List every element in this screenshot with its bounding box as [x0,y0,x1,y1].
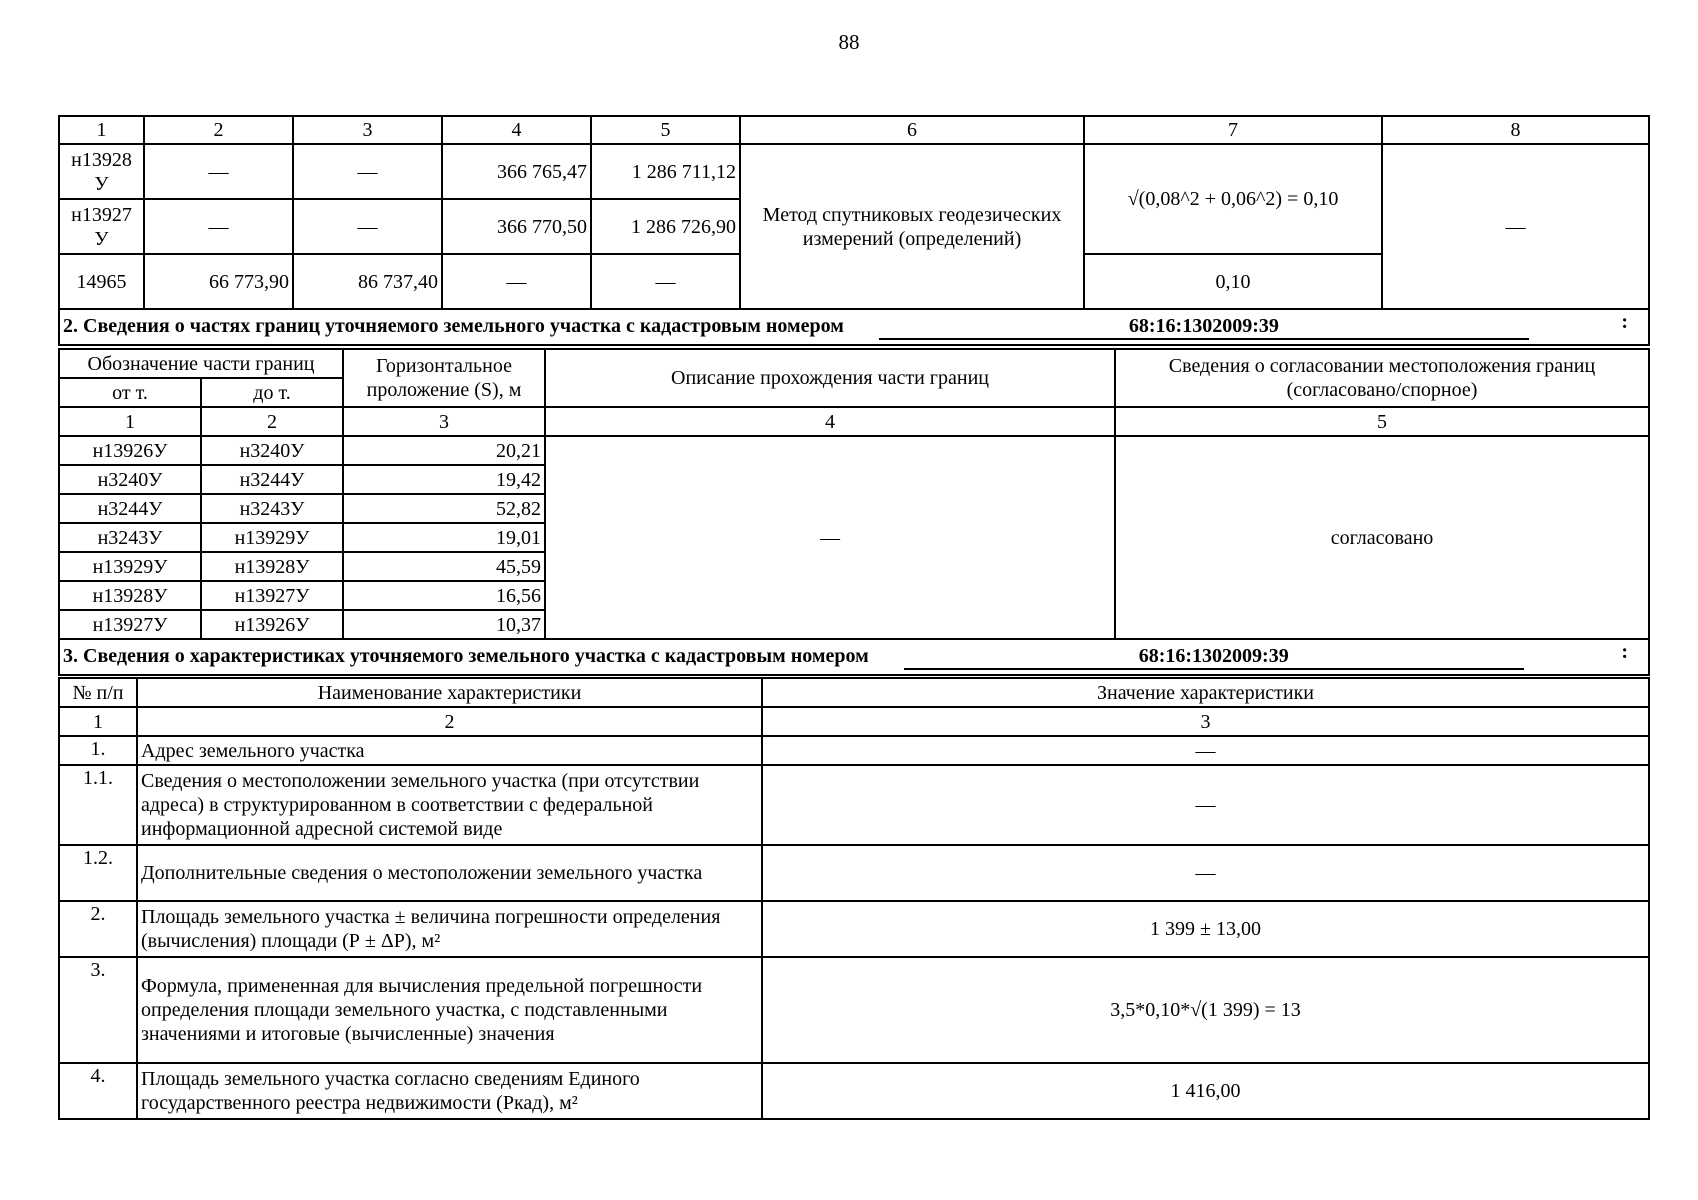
col-num: 6 [740,116,1084,144]
point-id: н13928 У [59,144,144,199]
distance: 19,01 [343,523,545,552]
cell: — [144,199,293,254]
table-row [59,1063,1649,1119]
desc-header: Описание прохождения части границ [545,349,1115,407]
characteristics-table [58,677,1650,1120]
col-num: 1 [59,407,201,436]
characteristic-value: — [762,845,1649,901]
to-point: н3240У [201,436,343,465]
table-row [59,901,1649,957]
row-num: 1.1. [59,765,137,845]
point-id: 14965 [59,254,144,309]
table-row [59,957,1649,1063]
method-cell: Метод спутниковых геодезических измерений (определений) [740,144,1084,309]
from-point: н13928У [59,581,201,610]
cell: — [293,144,442,199]
section2-title: 2. Сведения о частях границ уточняемого земельного участка с кадастровым номером [63,315,844,337]
coordinates-table [58,115,1650,346]
to-header: до т. [201,378,343,407]
boundary-header-row [59,349,1649,378]
section3-title: 3. Сведения о характеристиках уточняемого земельного участка с кадастровым номером [63,645,869,667]
distance: 45,59 [343,552,545,581]
from-point: н3243У [59,523,201,552]
characteristic-name: Дополнительные сведения о местоположении земельного участка [137,845,762,901]
col-num: 3 [293,116,442,144]
col-num: 5 [591,116,740,144]
col-num: 2 [144,116,293,144]
characteristic-value: 1 399 ± 13,00 [762,901,1649,957]
agree-header: Сведения о согласовании местоположения границ (согласовано/спорное) [1115,349,1649,407]
cell: — [293,199,442,254]
col-num: 7 [1084,116,1382,144]
s-header: Горизонтальное проложение (S), м [343,349,545,407]
value-header: Значение характеристики [762,678,1649,707]
agree-cell: согласовано [1115,436,1649,639]
characteristic-name: Формула, примененная для вычисления предельной погрешности определения площади земельного участка, с подставленными значениями и итоговые (вычисленные) значения [137,957,762,1063]
section-title [59,639,1649,675]
name-header: Наименование характеристики [137,678,762,707]
cadastral-number: 68:16:1302009:39 [904,644,1524,670]
from-point: н13929У [59,552,201,581]
characteristic-value: — [762,765,1649,845]
section-title [59,309,1649,345]
table-row [59,765,1649,845]
characteristic-name: Адрес земельного участка [137,736,762,765]
row-num: 1. [59,736,137,765]
to-point: н13928У [201,552,343,581]
characteristics-nums-row [59,707,1649,736]
accuracy-cell: 0,10 [1084,254,1382,309]
cadastral-number: 68:16:1302009:39 [879,314,1529,340]
table-row [59,144,1649,199]
point-id: н13927 У [59,199,144,254]
boundary-parts-table [58,348,1650,676]
cell: 86 737,40 [293,254,442,309]
page-number: 88 [838,30,860,54]
colon: : [1621,641,1628,663]
distance: 52,82 [343,494,545,523]
col-num: 2 [201,407,343,436]
distance: 19,42 [343,465,545,494]
col-num: 1 [59,116,144,144]
to-point: н3244У [201,465,343,494]
cell: — [442,254,591,309]
col-num: 4 [545,407,1115,436]
cell: — [144,144,293,199]
coordinates-header-row [59,116,1649,144]
col-num: 4 [442,116,591,144]
boundary-nums-row [59,407,1649,436]
colon: : [1621,311,1628,333]
characteristic-value: 3,5*0,10*√(1 399) = 13 [762,957,1649,1063]
section3-title-row [59,639,1649,675]
table-row [59,845,1649,901]
distance: 20,21 [343,436,545,465]
to-point: н13929У [201,523,343,552]
col-num: 3 [343,407,545,436]
to-point: н13926У [201,610,343,639]
from-point: н3240У [59,465,201,494]
row-num: 4. [59,1063,137,1119]
row-num: 3. [59,957,137,1063]
cell: 1 286 726,90 [591,199,740,254]
row-num: 2. [59,901,137,957]
characteristic-name: Площадь земельного участка ± величина погрешности определения (вычисления) площади (Р ± ΔР), м² [137,901,762,957]
from-header: от т. [59,378,201,407]
formula-cell: √(0,08^2 + 0,06^2) = 0,10 [1084,144,1382,254]
row-num: 1.2. [59,845,137,901]
to-point: н13927У [201,581,343,610]
num-header: № п/п [59,678,137,707]
from-point: н13926У [59,436,201,465]
cell: 1 286 711,12 [591,144,740,199]
col-num: 5 [1115,407,1649,436]
characteristic-name: Площадь земельного участка согласно сведениям Единого государственного реестра недвижимости (Ркад), м² [137,1063,762,1119]
characteristic-name: Сведения о местоположении земельного участка (при отсутствии адреса) в структурированном в соответствии с федеральной информационной адресной системой виде [137,765,762,845]
from-point: н13927У [59,610,201,639]
from-point: н3244У [59,494,201,523]
table-row [59,736,1649,765]
distance: 16,56 [343,581,545,610]
characteristics-header-row [59,678,1649,707]
characteristic-value: — [762,736,1649,765]
col-num: 2 [137,707,762,736]
table-row [59,436,1649,465]
col-num: 1 [59,707,137,736]
cell: — [591,254,740,309]
section2-title-row [59,309,1649,345]
part-header: Обозначение части границ [59,349,343,378]
col-num: 3 [762,707,1649,736]
col8-cell: — [1382,144,1649,309]
desc-cell: — [545,436,1115,639]
cell: 366 770,50 [442,199,591,254]
cell: 66 773,90 [144,254,293,309]
to-point: н3243У [201,494,343,523]
characteristic-value: 1 416,00 [762,1063,1649,1119]
distance: 10,37 [343,610,545,639]
col-num: 8 [1382,116,1649,144]
cell: 366 765,47 [442,144,591,199]
